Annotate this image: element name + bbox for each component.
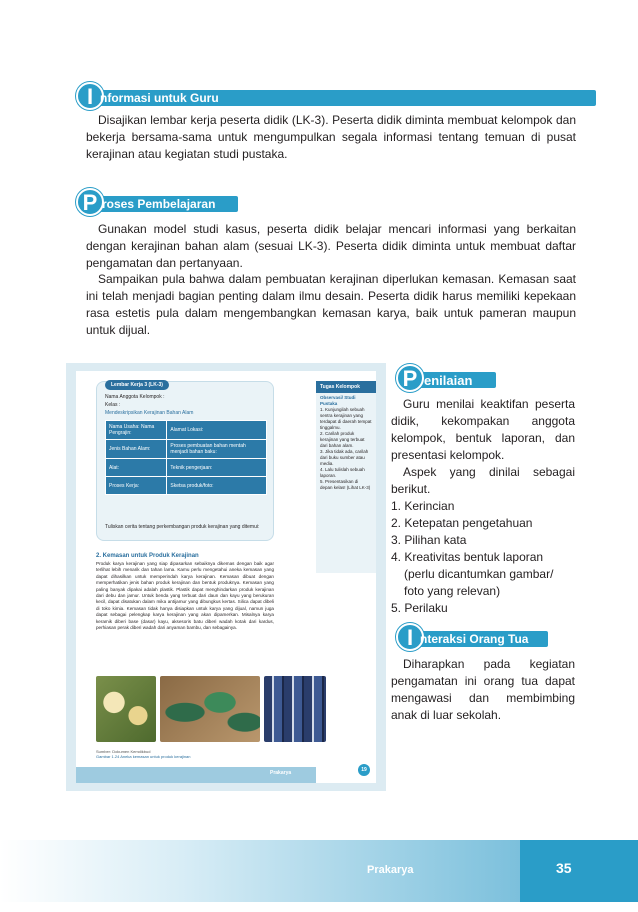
header-title: nformasi untuk Guru <box>100 91 219 105</box>
tugas-body <box>316 393 376 573</box>
list-item: 1. Kerincian <box>391 499 455 513</box>
lk-3-box <box>96 381 274 541</box>
footer-tab <box>520 840 638 902</box>
header-informasi <box>76 86 596 108</box>
header-proses <box>76 192 236 214</box>
lk-cell: Proses Kerja: <box>106 477 167 495</box>
lk-cell: Sketsa produk/foto: <box>167 477 267 495</box>
page-number: 35 <box>556 860 572 876</box>
photo-packaging-3 <box>264 676 326 742</box>
book-footer-label: Prakarya <box>270 770 292 776</box>
tugas-kelompok-box <box>316 381 376 576</box>
lk-cell: Alamat Lokasi: <box>167 421 267 440</box>
list-item: 4. Kreativitas bentuk laporan <box>391 550 544 564</box>
footer-band <box>0 840 520 902</box>
penilaian-list <box>391 498 581 617</box>
penilaian-body-1: Guru menilai keaktifan peserta didik, kekompakan anggota kelompok, bentuk laporan, dan presentasi kelompok. <box>391 397 575 462</box>
lk-table <box>105 420 267 495</box>
interaksi-body: Diharapkan pada kegiatan pengamatan ini orang tua dapat mengawasi dan membimbing anak di luar sekolah. <box>391 657 575 722</box>
header-initial: P <box>76 188 104 216</box>
photo-packaging-2 <box>160 676 260 742</box>
tugas-item: 1. Kunjungilah sebuah sentra kerajinan yang terdapat di daerah tempat tinggalmu. <box>320 407 372 430</box>
penilaian-text-1 <box>391 396 575 464</box>
lk-cell: Proses pembuatan bahan mentah menjadi bahan baku: <box>167 440 267 459</box>
list-item: 2. Ketepatan pengetahuan <box>391 516 533 530</box>
book-page-preview <box>66 363 386 791</box>
proses-text-2 <box>86 271 576 339</box>
list-item: (perlu dicantumkan gambar/ <box>404 567 554 581</box>
footer-label: Prakarya <box>367 864 414 876</box>
lk-anggota: Nama Anggota Kelompok : <box>105 394 165 400</box>
photo-packaging-1 <box>96 676 156 742</box>
caption-text: Gambar 1.24 Aneka kemasan untuk produk kerajinan <box>96 754 191 759</box>
lk-cell: Teknik pengerjaan: <box>167 459 267 477</box>
header-title: enilaian <box>424 373 473 388</box>
lk-cell: Jenis Bahan Alam: <box>106 440 167 459</box>
proses-body-1: Gunakan model studi kasus, peserta didik belajar mencari informasi yang berkaitan dengan kerajinan bahan alam (sesuai LK-3). Peserta didik diminta untuk membuat daftar pengamatan dan pertanyaan. <box>86 222 576 270</box>
header-title: nteraksi Orang Tua <box>420 632 529 646</box>
lk-kelas: Kelas : <box>105 402 121 408</box>
book-page-number: 19 <box>358 764 370 776</box>
header-initial: I <box>76 82 104 110</box>
book-page-inner <box>76 371 376 783</box>
penilaian-body-2: Aspek yang dinilai sebagai berikut. <box>391 465 575 496</box>
informasi-text <box>86 112 576 163</box>
proses-body-2: Sampaikan pula bahwa dalam pembuatan kerajinan diperlukan kemasan. Kemasan saat ini telah menjadi bagian penting dalam ilmu desain. Peserta didik harus memiliki kepekaan rasa estetis pula dalam mengembangkan kemasan karya, baik untuk pameran maupun untuk dijual. <box>86 272 576 337</box>
header-initial: I <box>396 623 424 651</box>
list-item: 3. Pilihan kata <box>391 533 467 547</box>
tugas-item: 2. Carilah produk kerajinan yang terbuat dari bahan alam. <box>320 431 365 448</box>
list-item: 5. Perilaku <box>391 601 448 615</box>
caption-source: Sumber: Dokumen Kemdikbud <box>96 749 151 754</box>
header-title: roses Pembelajaran <box>102 197 216 211</box>
tugas-item: 4. Lalu tulislah sebuah laporan. <box>320 467 365 478</box>
book-body-text: Produk karya kerajinan yang siap dipasarkan sebaiknya dikemas dengan baik agar terlihat lebih menarik dan tahan lama. Kamu perlu mengetahui aneka kemasan yang dapat dihasilkan untuk memperindah karya kerajinan. Kemasan dibuat dengan memperhatikan jenis bahan produk kerajinan dan bentuk produknya. Kemasan yang paling banyak dipakai adalah plastik. Plastik dapat menghindarkan produk kerajinan dari debu dan jamur. Untuk benda yang terbuat dari daun dan kayu yang berukuran kecil, dapat disatukan dalam mika antijamur yang dibungkus kertas. Silica dapat dibeli di toko kimia. Kemasan tidak hanya disiapkan untuk karya yang dijual, namun juga dapat sebagai pelengkap karya kerajinan yang akan dipamerkan. Misalnya karya keramik diberi base (dasar) kayu, aksesoris batu diberi wadah kotak dari kardus, perhiasan perak diberi wadah dari anyaman bambu, dan sebagainya. <box>96 561 274 631</box>
tugas-title: Tugas Kelompok <box>316 381 376 393</box>
informasi-body: Disajikan lembar kerja peserta didik (LK-3). Peserta didik diminta membuat kelompok dan bekerja bersama-sama untuk mengumpulkan segala informasi tentang temuan di pusat kerajinan atau kegiatan studi pustaka. <box>86 113 576 161</box>
header-initial: P <box>396 364 424 392</box>
interaksi-text <box>391 656 575 724</box>
lk-subtitle: Mendeskripsikan Kerajinan Bahan Alam <box>105 410 194 416</box>
lk-title: Lembar Kerja 3 (LK-3) <box>105 380 169 390</box>
tugas-subtitle: Observasi/ Studi Pustaka <box>320 395 356 406</box>
penilaian-text-2 <box>391 464 575 498</box>
list-item: foto yang relevan) <box>404 584 501 598</box>
header-interaksi <box>396 627 548 649</box>
book-section-title: 2. Kemasan untuk Produk Kerajinan <box>96 553 199 559</box>
tugas-item: 5. Presentasikan di depan kelas! (Lihat LK-3) <box>320 479 371 490</box>
tugas-item: 3. Jika tidak ada, carilah dari buku sumber atau media. <box>320 449 369 466</box>
page-footer <box>0 840 638 902</box>
figure-caption <box>96 749 296 759</box>
lk-table-note: Tuliskan cerita tentang perkembangan produk kerajinan yang ditemui: <box>105 524 260 530</box>
lk-cell: Alat: <box>106 459 167 477</box>
header-penilaian <box>396 368 492 390</box>
proses-text-1 <box>86 221 576 272</box>
lk-cell: Nama Usaha: Nama Pengrajin: <box>106 421 167 440</box>
